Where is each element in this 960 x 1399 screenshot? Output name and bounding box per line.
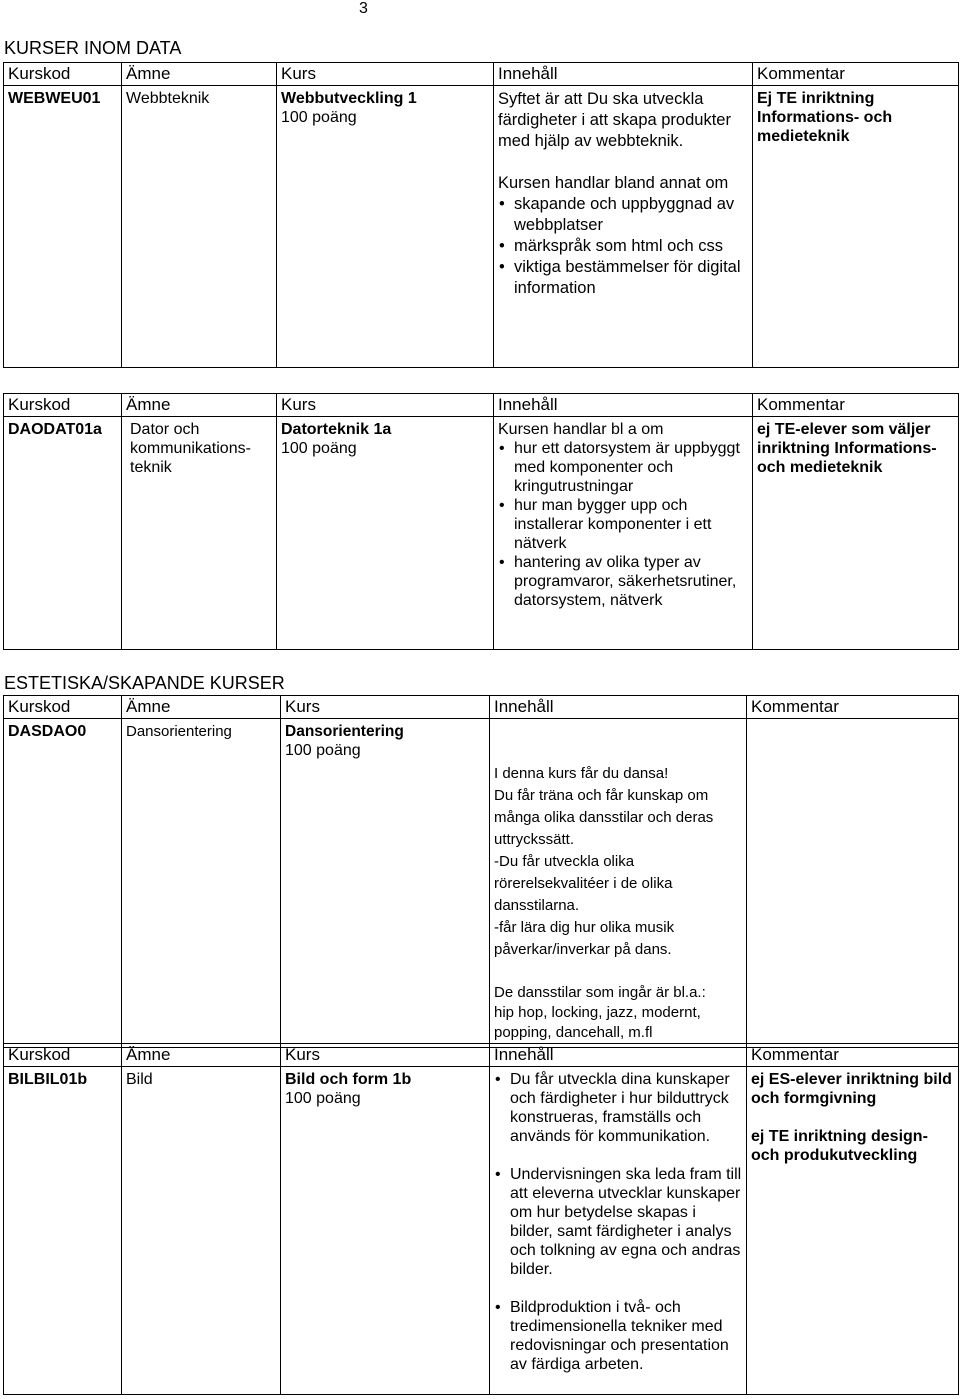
- course-comment: [747, 719, 959, 1048]
- section-heading-data: KURSER INOM DATA: [4, 38, 182, 58]
- content-line: -Du får utveckla olika rörerelsekvalitéer i de olika dansstilarna.: [494, 853, 673, 914]
- comment-line: ej ES-elever inriktning bild och formgivning: [751, 1071, 952, 1107]
- course-purpose: Syftet är att Du ska utveckla färdigheter i att skapa produkter med hjälp av webbteknik.: [498, 90, 731, 150]
- course-comment: [747, 1067, 959, 1395]
- course-content: [494, 86, 753, 368]
- header-kommentar: Kommentar: [747, 696, 959, 719]
- course-content: [494, 417, 753, 650]
- header-kurskod: Kurskod: [4, 1044, 122, 1067]
- table-row: [4, 417, 959, 650]
- course-cell: [277, 86, 494, 368]
- course-content: [490, 719, 747, 1048]
- list-item: • hantering av olika typer av programvaror, säkerhetsrutiner, datorsystem, nätverk: [498, 553, 748, 610]
- header-amne: Ämne: [122, 394, 277, 417]
- header-kurskod: Kurskod: [4, 394, 122, 417]
- subject-line: kommunikations-: [130, 440, 251, 457]
- header-kurs: Kurs: [277, 394, 494, 417]
- header-kommentar: Kommentar: [753, 394, 959, 417]
- content-line: -får lära dig hur olika musik påverkar/inverkar på dans.: [494, 919, 675, 958]
- content-list: [498, 439, 748, 610]
- course-name: Dansorientering: [285, 723, 404, 740]
- course-cell: [281, 1067, 490, 1395]
- header-kurskod: Kurskod: [4, 696, 122, 719]
- section-heading-estetiska: ESTETISKA/SKAPANDE KURSER: [4, 673, 285, 693]
- course-subject: [122, 417, 277, 650]
- course-table-dasdao: [3, 695, 959, 1048]
- header-innehall: Innehåll: [494, 63, 753, 86]
- header-kurskod: Kurskod: [4, 63, 122, 86]
- course-code: WEBWEU01: [4, 86, 122, 368]
- content-list: [494, 1070, 742, 1374]
- subject-line: teknik: [130, 459, 172, 476]
- course-code: DAODAT01a: [4, 417, 122, 650]
- list-item: • skapande och uppbyggnad av webbplatser: [498, 194, 748, 236]
- list-item: • viktiga bestämmelser för digital information: [498, 257, 748, 299]
- course-comment: ej TE-elever som väljer inriktning Informations- och medieteknik: [753, 417, 959, 650]
- header-amne: Ämne: [122, 63, 277, 86]
- list-item: • hur man bygger upp och installerar komponenter i ett nätverk: [498, 496, 748, 553]
- course-points: 100 poäng: [281, 109, 357, 126]
- course-name: Datorteknik 1a: [281, 421, 392, 438]
- course-code: DASDAO0: [4, 719, 122, 1048]
- course-subject: Bild: [122, 1067, 281, 1395]
- header-kommentar: Kommentar: [753, 63, 959, 86]
- course-cell: [277, 417, 494, 650]
- course-points: 100 poäng: [285, 742, 361, 759]
- header-amne: Ämne: [122, 696, 281, 719]
- list-item: • Bildproduktion i två- och tredimensionella tekniker med redovisningar och presentation av färdiga arbeten.: [494, 1298, 742, 1374]
- list-item: • märkspråk som html och css: [498, 236, 748, 257]
- list-item: • Undervisningen ska leda fram till att eleverna utvecklar kunskaper om hur betydelse skapas i bilder, samt färdigheter i analys och tolkning av egna och andras bilder.: [494, 1165, 742, 1279]
- subject-line: Dator och: [130, 421, 200, 438]
- list-item: • Du får utveckla dina kunskaper och färdigheter i hur bilduttryck konstrueras, framställs och används för kommunikation.: [494, 1070, 742, 1146]
- course-code: BILBIL01b: [4, 1067, 122, 1395]
- course-content: [490, 1067, 747, 1395]
- content-line: I denna kurs får du dansa!: [494, 765, 669, 782]
- table-header-row: [4, 696, 959, 719]
- header-amne: Ämne: [122, 1044, 281, 1067]
- course-table-daodat: [3, 393, 959, 650]
- header-kurs: Kurs: [281, 1044, 490, 1067]
- course-points: 100 poäng: [281, 440, 357, 457]
- list-item: • hur ett datorsystem är uppbyggt med komponenter och kringutrustningar: [498, 439, 748, 496]
- course-intro: Kursen handlar bl a om: [498, 421, 664, 438]
- table-header-row: [4, 394, 959, 417]
- content-line: Du får träna och får kunskap om många olika dansstilar och deras uttryckssätt.: [494, 787, 714, 848]
- course-intro: Kursen handlar bland annat om: [498, 174, 729, 192]
- table-row: [4, 1067, 959, 1395]
- course-name: Webbutveckling 1: [281, 90, 417, 107]
- course-table-bilbil: [3, 1043, 959, 1395]
- table-row: [4, 719, 959, 1048]
- course-cell: [281, 719, 490, 1048]
- header-innehall: Innehåll: [490, 1044, 747, 1067]
- content-line: De dansstilar som ingår är bl.a.:: [494, 984, 706, 1001]
- content-list: [498, 194, 748, 299]
- course-subject: Webbteknik: [122, 86, 277, 368]
- table-row: [4, 86, 959, 368]
- table-header-row: [4, 63, 959, 86]
- page-number: 3: [359, 0, 368, 17]
- course-table-webweu: [3, 62, 959, 368]
- course-subject: Dansorientering: [122, 719, 281, 1048]
- header-kommentar: Kommentar: [747, 1044, 959, 1067]
- table-header-row: [4, 1044, 959, 1067]
- course-comment: Ej TE inriktning Informations- och medieteknik: [753, 86, 959, 368]
- course-name: Bild och form 1b: [285, 1071, 412, 1088]
- course-points: 100 poäng: [285, 1090, 361, 1107]
- comment-line: ej TE inriktning design- och produkutveckling: [751, 1128, 928, 1164]
- header-kurs: Kurs: [277, 63, 494, 86]
- header-innehall: Innehåll: [490, 696, 747, 719]
- header-kurs: Kurs: [281, 696, 490, 719]
- header-innehall: Innehåll: [494, 394, 753, 417]
- content-line: hip hop, locking, jazz, modernt, popping, dancehall, m.fl: [494, 1004, 701, 1041]
